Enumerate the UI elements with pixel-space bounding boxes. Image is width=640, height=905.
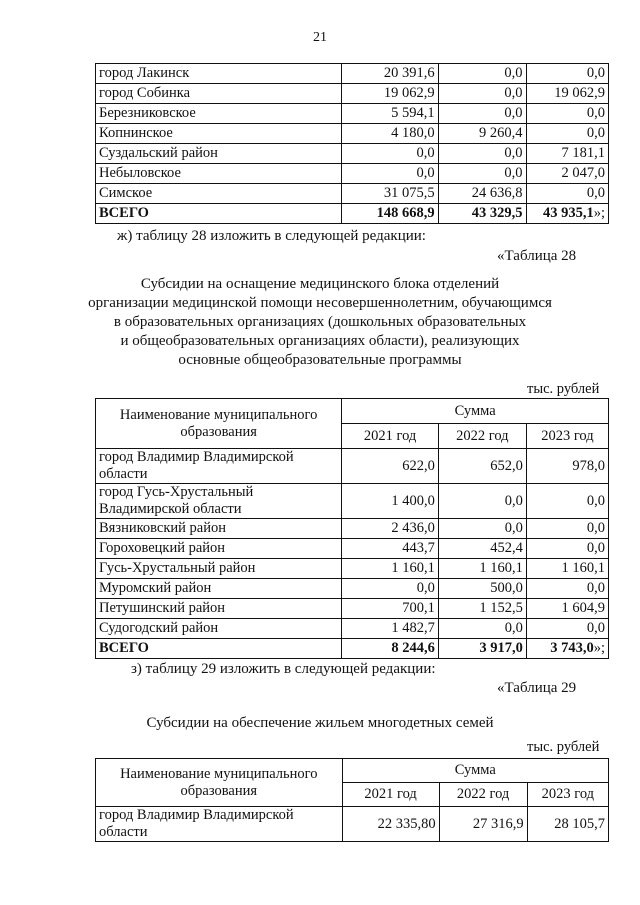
value-2022: 652,0 [438,449,526,484]
table-row [96,519,609,539]
total-2021: 148 668,9 [342,204,439,224]
value-2022: 1 152,5 [438,599,526,619]
value-2023: 978,0 [526,449,608,484]
value-2021: 22 335,80 [342,807,439,842]
value-2021: 700,1 [342,599,439,619]
total-label: ВСЕГО [96,204,342,224]
total-row [96,639,609,659]
total-2022: 43 329,5 [438,204,526,224]
table-row [96,124,609,144]
table-row [96,559,609,579]
row-name: Муромский район [96,579,342,599]
table-row [96,144,609,164]
value-2022: 24 636,8 [438,184,526,204]
table-29 [95,758,609,842]
table-row [96,579,609,599]
table-row [96,164,609,184]
table-28 [95,398,609,659]
value-2021: 443,7 [342,539,439,559]
row-name: Небыловское [96,164,342,184]
header-year-2021: 2021 год [342,783,439,807]
value-2023: 1 160,1 [526,559,608,579]
table-row [96,539,609,559]
value-2021: 0,0 [342,164,439,184]
table-row [96,484,609,519]
header-year-2022: 2022 год [438,424,526,449]
table-row [96,184,609,204]
table-29-title: Субсидии на обеспечение жильем многодетных семей [146,715,494,731]
value-2023: 7 181,1 [526,144,608,164]
table-28-title [60,275,580,370]
value-2021: 0,0 [342,579,439,599]
value-2021: 20 391,6 [342,64,439,84]
row-name: Судогодский район [96,619,342,639]
value-2023: 28 105,7 [527,807,608,842]
value-2022: 0,0 [438,64,526,84]
value-2022: 452,4 [438,539,526,559]
page-number: 21 [313,30,327,45]
value-2023: 0,0 [526,64,608,84]
total-2023-value: 43 935,1 [542,205,594,221]
value-2023: 1 604,9 [526,599,608,619]
value-2022: 0,0 [438,484,526,519]
row-name: Гусь-Хрустальный район [96,559,342,579]
value-2021: 31 075,5 [342,184,439,204]
closing-quote: »; [593,640,605,656]
header-year-2023: 2023 год [527,783,608,807]
value-2022: 9 260,4 [438,124,526,144]
row-name: Суздальский район [96,144,342,164]
value-2022: 0,0 [438,84,526,104]
closing-quote: »; [593,205,605,221]
row-name: город Лакинск [96,64,342,84]
title-line: организации медицинской помощи несовершеннолетним, обучающимся [88,295,552,311]
row-name: Копнинское [96,124,342,144]
value-2023: 0,0 [526,539,608,559]
value-2023: 0,0 [526,124,608,144]
row-name: Вязниковский район [96,519,342,539]
header-sum: Сумма [342,399,609,424]
table-row [96,449,609,484]
header-year-2023: 2023 год [526,424,608,449]
table-row [96,619,609,639]
title-line: основные общеобразовательные программы [178,352,462,368]
total-2021: 8 244,6 [342,639,439,659]
value-2023: 0,0 [526,104,608,124]
value-2021: 2 436,0 [342,519,439,539]
value-2022: 500,0 [438,579,526,599]
header-name: Наименование муниципального образования [96,759,343,807]
row-name: город Владимир Владимирской области [96,807,343,842]
total-2023-value: 3 743,0 [550,640,594,656]
value-2023: 0,0 [526,579,608,599]
row-name: город Гусь-Хрустальный Владимирской области [96,484,342,519]
table-row [96,64,609,84]
row-name: Гороховецкий район [96,539,342,559]
value-2021: 19 062,9 [342,84,439,104]
value-2021: 1 160,1 [342,559,439,579]
value-2022: 0,0 [438,144,526,164]
table-row [96,599,609,619]
total-2022: 3 917,0 [438,639,526,659]
value-2023: 0,0 [526,484,608,519]
value-2023: 0,0 [526,619,608,639]
table-29-label: «Таблица 29 [497,680,577,696]
value-2023: 19 062,9 [526,84,608,104]
value-2023: 2 047,0 [526,164,608,184]
header-name: Наименование муниципального образования [96,399,342,449]
value-2023: 0,0 [526,519,608,539]
value-2021: 5 594,1 [342,104,439,124]
total-2023 [526,204,608,224]
table-row [96,104,609,124]
value-2022: 27 316,9 [439,807,527,842]
value-2022: 0,0 [438,164,526,184]
paragraph-zh: ж) таблицу 28 изложить в следующей редакции: [117,228,426,244]
title-line: и общеобразовательных организациях области), реализующих [120,333,520,349]
row-name: Симское [96,184,342,204]
unit-label: тыс. рублей [527,739,600,755]
row-name: Березниковское [96,104,342,124]
table-28-label: «Таблица 28 [497,248,577,264]
value-2021: 622,0 [342,449,439,484]
table-row [96,84,609,104]
total-row [96,204,609,224]
value-2022: 0,0 [438,619,526,639]
header-year-2021: 2021 год [342,424,439,449]
table-row [96,807,609,842]
value-2022: 0,0 [438,104,526,124]
row-name: город Собинка [96,84,342,104]
title-line: в образовательных организациях (дошкольных образовательных [113,314,527,330]
value-2022: 0,0 [438,519,526,539]
unit-label: тыс. рублей [527,381,600,397]
total-2023 [526,639,608,659]
row-name: город Владимир Владимирской области [96,449,342,484]
value-2023: 0,0 [526,184,608,204]
value-2022: 1 160,1 [438,559,526,579]
value-2021: 0,0 [342,144,439,164]
table-27-continuation [95,63,609,224]
row-name: Петушинский район [96,599,342,619]
paragraph-z: з) таблицу 29 изложить в следующей редакции: [131,661,436,677]
total-label: ВСЕГО [96,639,342,659]
value-2021: 1 400,0 [342,484,439,519]
header-sum: Сумма [342,759,608,783]
value-2021: 1 482,7 [342,619,439,639]
value-2021: 4 180,0 [342,124,439,144]
title-line: Субсидии на оснащение медицинского блока отделений [140,276,500,292]
header-year-2022: 2022 год [439,783,527,807]
